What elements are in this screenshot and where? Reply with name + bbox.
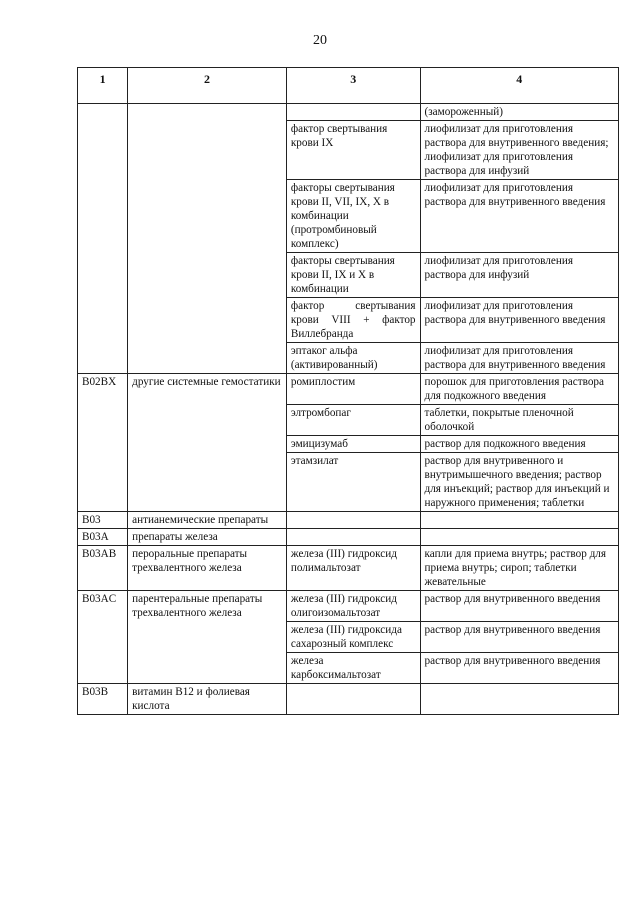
- forms-cell: лиофилизат для приготовления раствора для внутривенного введения: [420, 343, 618, 374]
- code-cell: B03: [78, 512, 128, 529]
- forms-cell: раствор для внутривенного введения: [420, 591, 618, 622]
- header-cell: 1: [78, 68, 128, 104]
- code-cell: B03B: [78, 684, 128, 715]
- substance-cell: факторы свертывания крови II, VII, IX, X в комбинации (протромбиновый комплекс): [286, 180, 420, 253]
- forms-cell: раствор для подкожного введения: [420, 436, 618, 453]
- group-cell: пероральные препараты трехвалентного железа: [128, 546, 287, 591]
- substance-cell: элтромбопаг: [286, 405, 420, 436]
- group-cell: [128, 104, 287, 374]
- forms-cell: лиофилизат для приготовления раствора для внутривенного введения; лиофилизат для приготовления раствора для инфузий: [420, 121, 618, 180]
- substance-cell: этамзилат: [286, 453, 420, 512]
- substance-cell: факторы свертывания крови II, IX и X в комбинации: [286, 253, 420, 298]
- group-cell: парентеральные препараты трехвалентного железа: [128, 591, 287, 684]
- substance-cell: [286, 104, 420, 121]
- header-cell: 2: [128, 68, 287, 104]
- page-number: 20: [313, 33, 327, 48]
- header-cell: 3: [286, 68, 420, 104]
- substance-cell: [286, 529, 420, 546]
- header-cell: 4: [420, 68, 618, 104]
- code-cell: B02BX: [78, 374, 128, 512]
- forms-cell: раствор для внутривенного введения: [420, 622, 618, 653]
- substance-cell: железа (III) гидроксид полимальтозат: [286, 546, 420, 591]
- table-row: [78, 512, 619, 529]
- table-row: [78, 591, 619, 622]
- forms-cell: лиофилизат для приготовления раствора для внутривенного введения: [420, 298, 618, 343]
- forms-cell: раствор для внутривенного и внутримышечного введения; раствор для инъекций; раствор для инъекций и наружного применения; таблетки: [420, 453, 618, 512]
- group-cell: препараты железа: [128, 529, 287, 546]
- forms-cell: капли для приема внутрь; раствор для приема внутрь; сироп; таблетки жевательные: [420, 546, 618, 591]
- forms-cell: лиофилизат для приготовления раствора для инфузий: [420, 253, 618, 298]
- code-cell: B03A: [78, 529, 128, 546]
- code-cell: B03AB: [78, 546, 128, 591]
- forms-cell: лиофилизат для приготовления раствора для внутривенного введения: [420, 180, 618, 253]
- table-row: [78, 546, 619, 591]
- substance-cell: [286, 684, 420, 715]
- table-row: [78, 684, 619, 715]
- forms-cell: таблетки, покрытые пленочной оболочкой: [420, 405, 618, 436]
- forms-cell: [420, 512, 618, 529]
- substance-cell: железа (III) гидроксид олигоизомальтозат: [286, 591, 420, 622]
- code-cell: [78, 104, 128, 374]
- medicines-table: [77, 67, 619, 715]
- forms-cell: [420, 684, 618, 715]
- table-header-row: [78, 68, 619, 104]
- table-row: [78, 104, 619, 121]
- code-cell: B03AC: [78, 591, 128, 684]
- substance-cell: эптаког альфа (активированный): [286, 343, 420, 374]
- forms-cell: порошок для приготовления раствора для подкожного введения: [420, 374, 618, 405]
- group-cell: другие системные гемостатики: [128, 374, 287, 512]
- forms-cell: [420, 529, 618, 546]
- forms-cell: (замороженный): [420, 104, 618, 121]
- substance-cell: фактор свертывания крови IX: [286, 121, 420, 180]
- substance-cell: эмицизумаб: [286, 436, 420, 453]
- table-row: [78, 529, 619, 546]
- substance-cell: железа (III) гидроксида сахарозный комплекс: [286, 622, 420, 653]
- group-cell: витамин B12 и фолиевая кислота: [128, 684, 287, 715]
- substance-cell: ромиплостим: [286, 374, 420, 405]
- forms-cell: раствор для внутривенного введения: [420, 653, 618, 684]
- substance-cell: фактор свертывания крови VIII + фактор Виллебранда: [286, 298, 420, 343]
- group-cell: антианемические препараты: [128, 512, 287, 529]
- table-row: [78, 374, 619, 405]
- substance-cell: [286, 512, 420, 529]
- substance-cell: железа карбоксимальтозат: [286, 653, 420, 684]
